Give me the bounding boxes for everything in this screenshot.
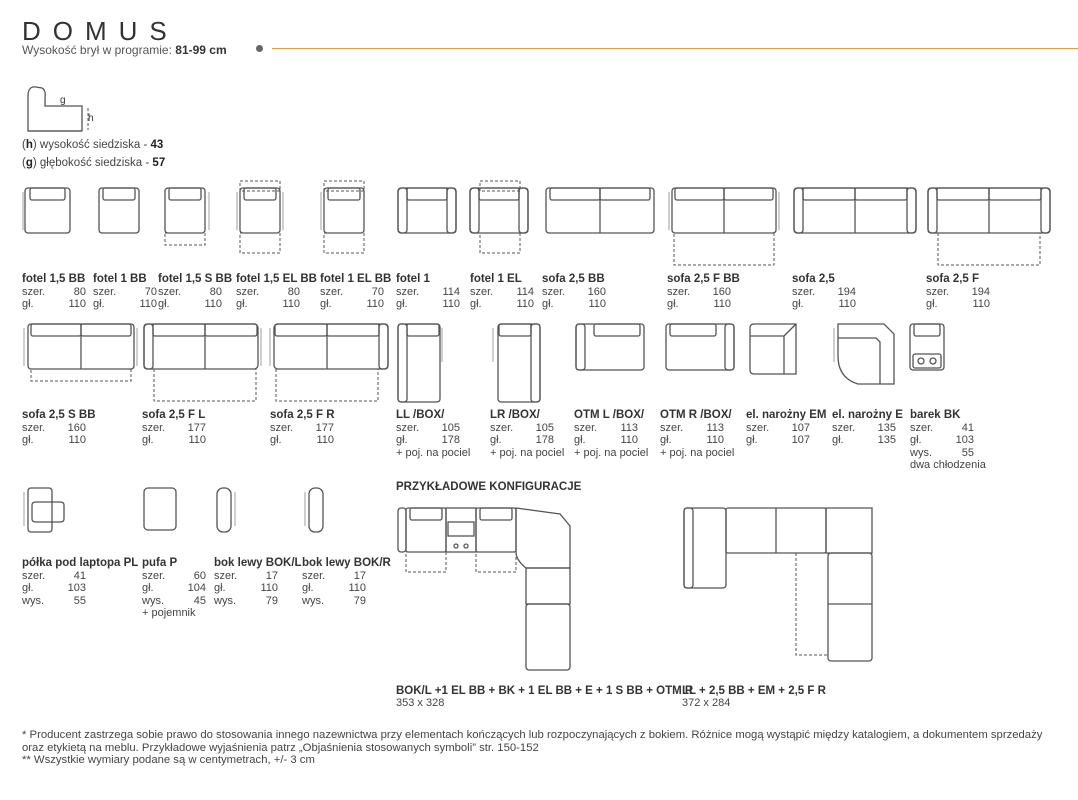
depth-label: gł.	[142, 434, 154, 446]
shape-fotel-1-5-el-bb	[236, 180, 288, 256]
depth-label: gł.	[792, 298, 804, 310]
width-value: 70	[144, 285, 157, 298]
item-extra: + poj. na pociel	[490, 446, 565, 459]
depth-value: 110	[442, 298, 460, 310]
width-label: szer.	[910, 421, 934, 434]
item-name: sofa 2,5 F L	[142, 409, 206, 421]
item-name: fotel 1,5 S BB	[158, 273, 233, 285]
depth-value: 110	[366, 298, 384, 310]
config-1-dims: 353 x 328	[396, 697, 445, 709]
width-label: szer.	[926, 285, 950, 298]
depth-value: 110	[620, 434, 638, 446]
item-name: barek BK	[910, 409, 961, 421]
depth-value: 178	[535, 434, 554, 446]
depth-value: 110	[516, 298, 534, 310]
config-2-drawing	[682, 506, 876, 666]
shape-sofa-2-5-bb	[544, 186, 656, 236]
item-name: sofa 2,5 F BB	[667, 273, 740, 285]
height-value: 55	[73, 594, 86, 607]
item-el-narozny-em	[746, 409, 827, 447]
depth-value: 110	[706, 434, 724, 446]
width-label: szer.	[93, 285, 117, 298]
depth-value: 110	[260, 582, 278, 594]
depth-value: 110	[316, 434, 334, 446]
shape-ll-box	[396, 322, 444, 406]
item-fotel-1-5-bb	[22, 273, 86, 311]
depth-label: gł.	[470, 298, 482, 310]
depth-label: gł.	[926, 298, 938, 310]
shape-sofa-2-5-f-r	[268, 322, 390, 404]
brand-title: DOMUS	[22, 16, 179, 46]
depth-label: gł.	[542, 298, 554, 310]
item-name: LL /BOX/	[396, 409, 445, 421]
width-value: 177	[315, 421, 334, 434]
width-value: 105	[535, 421, 554, 434]
shape-fotel-1	[396, 186, 460, 236]
config-1-drawing	[396, 504, 576, 674]
item-otm-r-box	[660, 409, 734, 459]
width-value: 114	[442, 285, 460, 298]
item-extra: + poj. na pociel	[396, 446, 471, 459]
depth-label: gł.	[22, 434, 34, 446]
depth-value: 103	[67, 582, 86, 594]
accent-line	[272, 48, 1078, 49]
depth-value: 135	[877, 434, 896, 446]
shape-fotel-1-5-bb	[22, 186, 74, 236]
item-sofa-2-5-f-bb	[667, 273, 740, 311]
width-value: 135	[877, 421, 896, 434]
legend-g-value: 57	[152, 157, 166, 169]
depth-label: gł.	[574, 434, 586, 446]
shape-polka-pod-laptopa	[22, 486, 72, 538]
legend-g-text: głębokość siedziska -	[39, 157, 150, 169]
width-label: szer.	[667, 285, 691, 298]
depth-label: gł.	[142, 582, 154, 594]
width-label: szer.	[214, 569, 238, 582]
width-value: 194	[837, 285, 856, 298]
depth-label: gł.	[214, 582, 226, 594]
depth-label: gł.	[910, 434, 922, 446]
depth-label: gł.	[302, 582, 314, 594]
shape-sofa-2-5-f	[926, 186, 1054, 268]
width-value: 113	[706, 421, 724, 434]
item-bok-lewy-r	[302, 557, 391, 607]
item-name: el. narożny E	[832, 409, 903, 421]
item-fotel-1-el	[470, 273, 534, 311]
shape-el-narozny-em	[748, 322, 800, 378]
width-label: szer.	[396, 285, 420, 298]
item-name: fotel 1	[396, 273, 430, 285]
legend-height: (h) wysokość siedziska - 43	[22, 139, 164, 151]
width-label: szer.	[746, 421, 770, 434]
shape-sofa-2-5-f-bb	[668, 186, 780, 268]
shape-sofa-2-5-f-l	[142, 322, 264, 404]
depth-value: 107	[791, 434, 810, 446]
item-name: fotel 1 EL	[470, 273, 522, 285]
width-value: 160	[712, 285, 731, 298]
item-name: fotel 1 BB	[93, 273, 147, 285]
shape-otm-r-box	[664, 322, 736, 374]
shape-sofa-2-5	[792, 186, 918, 236]
item-extra: dwa chłodzenia	[910, 459, 986, 471]
shape-fotel-1-el	[468, 180, 532, 256]
width-label: szer.	[542, 285, 566, 298]
shape-bok-lewy-r	[302, 486, 326, 538]
width-label: szer.	[396, 421, 420, 434]
shape-fotel-1-bb	[96, 186, 144, 236]
width-value: 160	[67, 421, 86, 434]
accent-dot	[256, 45, 263, 52]
item-name: sofa 2,5 F	[926, 273, 980, 285]
depth-label: gł.	[832, 434, 844, 446]
width-value: 113	[620, 421, 638, 434]
config-2-dims: 372 x 284	[682, 697, 731, 709]
item-ll-box	[396, 409, 470, 459]
item-sofa-2-5	[792, 273, 856, 311]
item-name: LR /BOX/	[490, 409, 540, 421]
item-fotel-1-5-s-bb	[158, 273, 232, 311]
width-value: 17	[353, 569, 366, 582]
shape-sofa-2-5-s-bb	[22, 322, 140, 384]
shape-lr-box	[490, 322, 546, 406]
item-fotel-1	[396, 273, 460, 311]
item-sofa-2-5-bb	[542, 273, 606, 311]
depth-label: gł.	[667, 298, 679, 310]
legend-depth: (g) głębokość siedziska - 57	[22, 157, 166, 169]
width-label: szer.	[22, 285, 46, 298]
item-extra: + poj. na pociel	[574, 446, 649, 459]
width-label: szer.	[832, 421, 856, 434]
width-label: szer.	[490, 421, 514, 434]
height-range-label: Wysokość brył w programie:	[22, 43, 172, 57]
item-name: sofa 2,5 BB	[542, 273, 605, 285]
legend-h-text: wysokość siedziska -	[39, 139, 148, 151]
depth-value: 110	[972, 298, 990, 310]
width-label: szer.	[22, 421, 46, 434]
height-label: wys.	[22, 594, 44, 607]
item-otm-l-box	[574, 409, 648, 459]
width-value: 80	[73, 285, 86, 298]
depth-label: gł.	[93, 298, 105, 310]
item-sofa-2-5-s-bb	[22, 409, 96, 447]
depth-value: 110	[68, 298, 86, 310]
width-value: 60	[193, 569, 206, 582]
footnotes	[22, 729, 1062, 767]
config-2	[682, 685, 826, 709]
item-lr-box	[490, 409, 564, 459]
width-value: 41	[961, 421, 974, 434]
item-barek-bk	[910, 409, 986, 472]
width-value: 160	[587, 285, 606, 298]
height-label: wys.	[214, 594, 236, 607]
depth-label: gł.	[396, 434, 408, 446]
item-extra: + poj. na pociel	[660, 446, 735, 459]
depth-label: gł.	[270, 434, 282, 446]
width-value: 80	[209, 285, 222, 298]
width-value: 114	[516, 285, 534, 298]
width-label: szer.	[320, 285, 344, 298]
item-sofa-2-5-f-r	[270, 409, 335, 447]
width-value: 70	[371, 285, 384, 298]
depth-label: gł.	[22, 298, 34, 310]
item-name: sofa 2,5 S BB	[22, 409, 96, 421]
height-value: 45	[193, 594, 206, 607]
config-1	[396, 685, 693, 709]
depth-label: gł.	[490, 434, 502, 446]
depth-value: 110	[188, 434, 206, 446]
item-pufa-p	[142, 557, 206, 620]
item-fotel-1-el-bb	[320, 273, 391, 311]
item-name: półka pod laptopa PL	[22, 557, 139, 569]
height-value: 79	[265, 594, 278, 607]
item-sofa-2-5-f	[926, 273, 990, 311]
width-value: 194	[971, 285, 990, 298]
depth-value: 110	[838, 298, 856, 310]
width-value: 17	[265, 569, 278, 582]
item-name: OTM L /BOX/	[574, 409, 645, 421]
item-name: fotel 1,5 BB	[22, 273, 86, 285]
item-fotel-1-5-el-bb	[236, 273, 317, 311]
height-label: wys.	[302, 594, 324, 607]
legend-g-key: g	[25, 157, 33, 169]
configs-title: PRZYKŁADOWE KONFIGURACJE	[396, 481, 582, 493]
item-name: el. narożny EM	[746, 409, 827, 421]
depth-value: 104	[187, 582, 206, 594]
depth-label: gł.	[236, 298, 248, 310]
item-name: bok lewy BOK/R	[302, 557, 391, 569]
depth-value: 110	[68, 434, 86, 446]
item-name: bok lewy BOK/L	[214, 557, 302, 569]
depth-value: 110	[139, 298, 157, 310]
shape-pufa-p	[142, 486, 178, 534]
seat-dimension-diagram	[24, 84, 104, 136]
footnote-2: ** Wszystkie wymiary podane są w centymetrach, +/- 3 cm	[22, 754, 315, 766]
diagram-h-label: h	[88, 113, 94, 124]
width-label: szer.	[270, 421, 294, 434]
depth-value: 110	[588, 298, 606, 310]
width-label: szer.	[660, 421, 684, 434]
width-label: szer.	[574, 421, 598, 434]
height-label: wys.	[910, 446, 932, 459]
shape-otm-l-box	[574, 322, 646, 374]
shape-fotel-1-5-s-bb	[162, 186, 214, 248]
diagram-g-label: g	[60, 95, 66, 106]
height-range	[22, 43, 227, 57]
width-label: szer.	[158, 285, 182, 298]
depth-label: gł.	[660, 434, 672, 446]
item-name: sofa 2,5	[792, 273, 835, 285]
item-name: sofa 2,5 F R	[270, 409, 335, 421]
item-name: pufa P	[142, 557, 178, 569]
item-sofa-2-5-f-l	[142, 409, 206, 447]
legend-h-value: 43	[150, 139, 164, 151]
legend-h-key: h	[25, 139, 33, 151]
item-polka-pod-laptopa	[22, 557, 138, 607]
width-label: szer.	[22, 569, 46, 582]
item-bok-lewy-l	[214, 557, 302, 607]
width-label: szer.	[792, 285, 816, 298]
shape-fotel-1-el-bb	[320, 180, 370, 256]
width-value: 105	[441, 421, 460, 434]
depth-label: gł.	[158, 298, 170, 310]
height-value: 55	[961, 446, 974, 459]
item-extra: + pojemnik	[142, 607, 196, 619]
shape-el-narozny-e	[832, 322, 898, 390]
height-range-value: 81-99 cm	[175, 43, 227, 57]
config-1-label: BOK/L +1 EL BB + BK + 1 EL BB + E + 1 S BB + OTM R	[396, 685, 694, 697]
depth-value: 110	[348, 582, 366, 594]
width-label: szer.	[236, 285, 260, 298]
item-name: OTM R /BOX/	[660, 409, 732, 421]
depth-label: gł.	[396, 298, 408, 310]
item-fotel-1-bb	[93, 273, 157, 311]
shape-bok-lewy-l	[214, 486, 238, 538]
item-el-narozny-e	[832, 409, 903, 447]
shape-barek-bk	[908, 322, 948, 374]
height-value: 79	[353, 594, 366, 607]
item-name: fotel 1,5 EL BB	[236, 273, 317, 285]
depth-value: 178	[441, 434, 460, 446]
depth-value: 110	[282, 298, 300, 310]
depth-label: gł.	[320, 298, 332, 310]
width-label: szer.	[470, 285, 494, 298]
width-value: 41	[73, 569, 86, 582]
width-label: szer.	[142, 421, 166, 434]
width-label: szer.	[142, 569, 166, 582]
depth-label: gł.	[746, 434, 758, 446]
width-value: 107	[791, 421, 810, 434]
width-value: 177	[187, 421, 206, 434]
depth-value: 110	[713, 298, 731, 310]
width-label: szer.	[302, 569, 326, 582]
footnote-1: * Producent zastrzega sobie prawo do stosowania innego nazewnictwa przy elementach kończących lub rozpoczynających z bokiem. Różnice mogą wystąpić między katalogiem, a dokumentem sprzedaży oraz etykietą na meblu. Przykładowe wyjaśnienia patrz „Objaśnienia stosowanych symboli” str. 150-152	[22, 729, 1043, 754]
depth-label: gł.	[22, 582, 34, 594]
depth-value: 110	[204, 298, 222, 310]
item-name: fotel 1 EL BB	[320, 273, 392, 285]
depth-value: 103	[955, 434, 974, 446]
config-2-label: LL + 2,5 BB + EM + 2,5 F R	[682, 685, 826, 697]
height-label: wys.	[142, 594, 164, 607]
width-value: 80	[287, 285, 300, 298]
